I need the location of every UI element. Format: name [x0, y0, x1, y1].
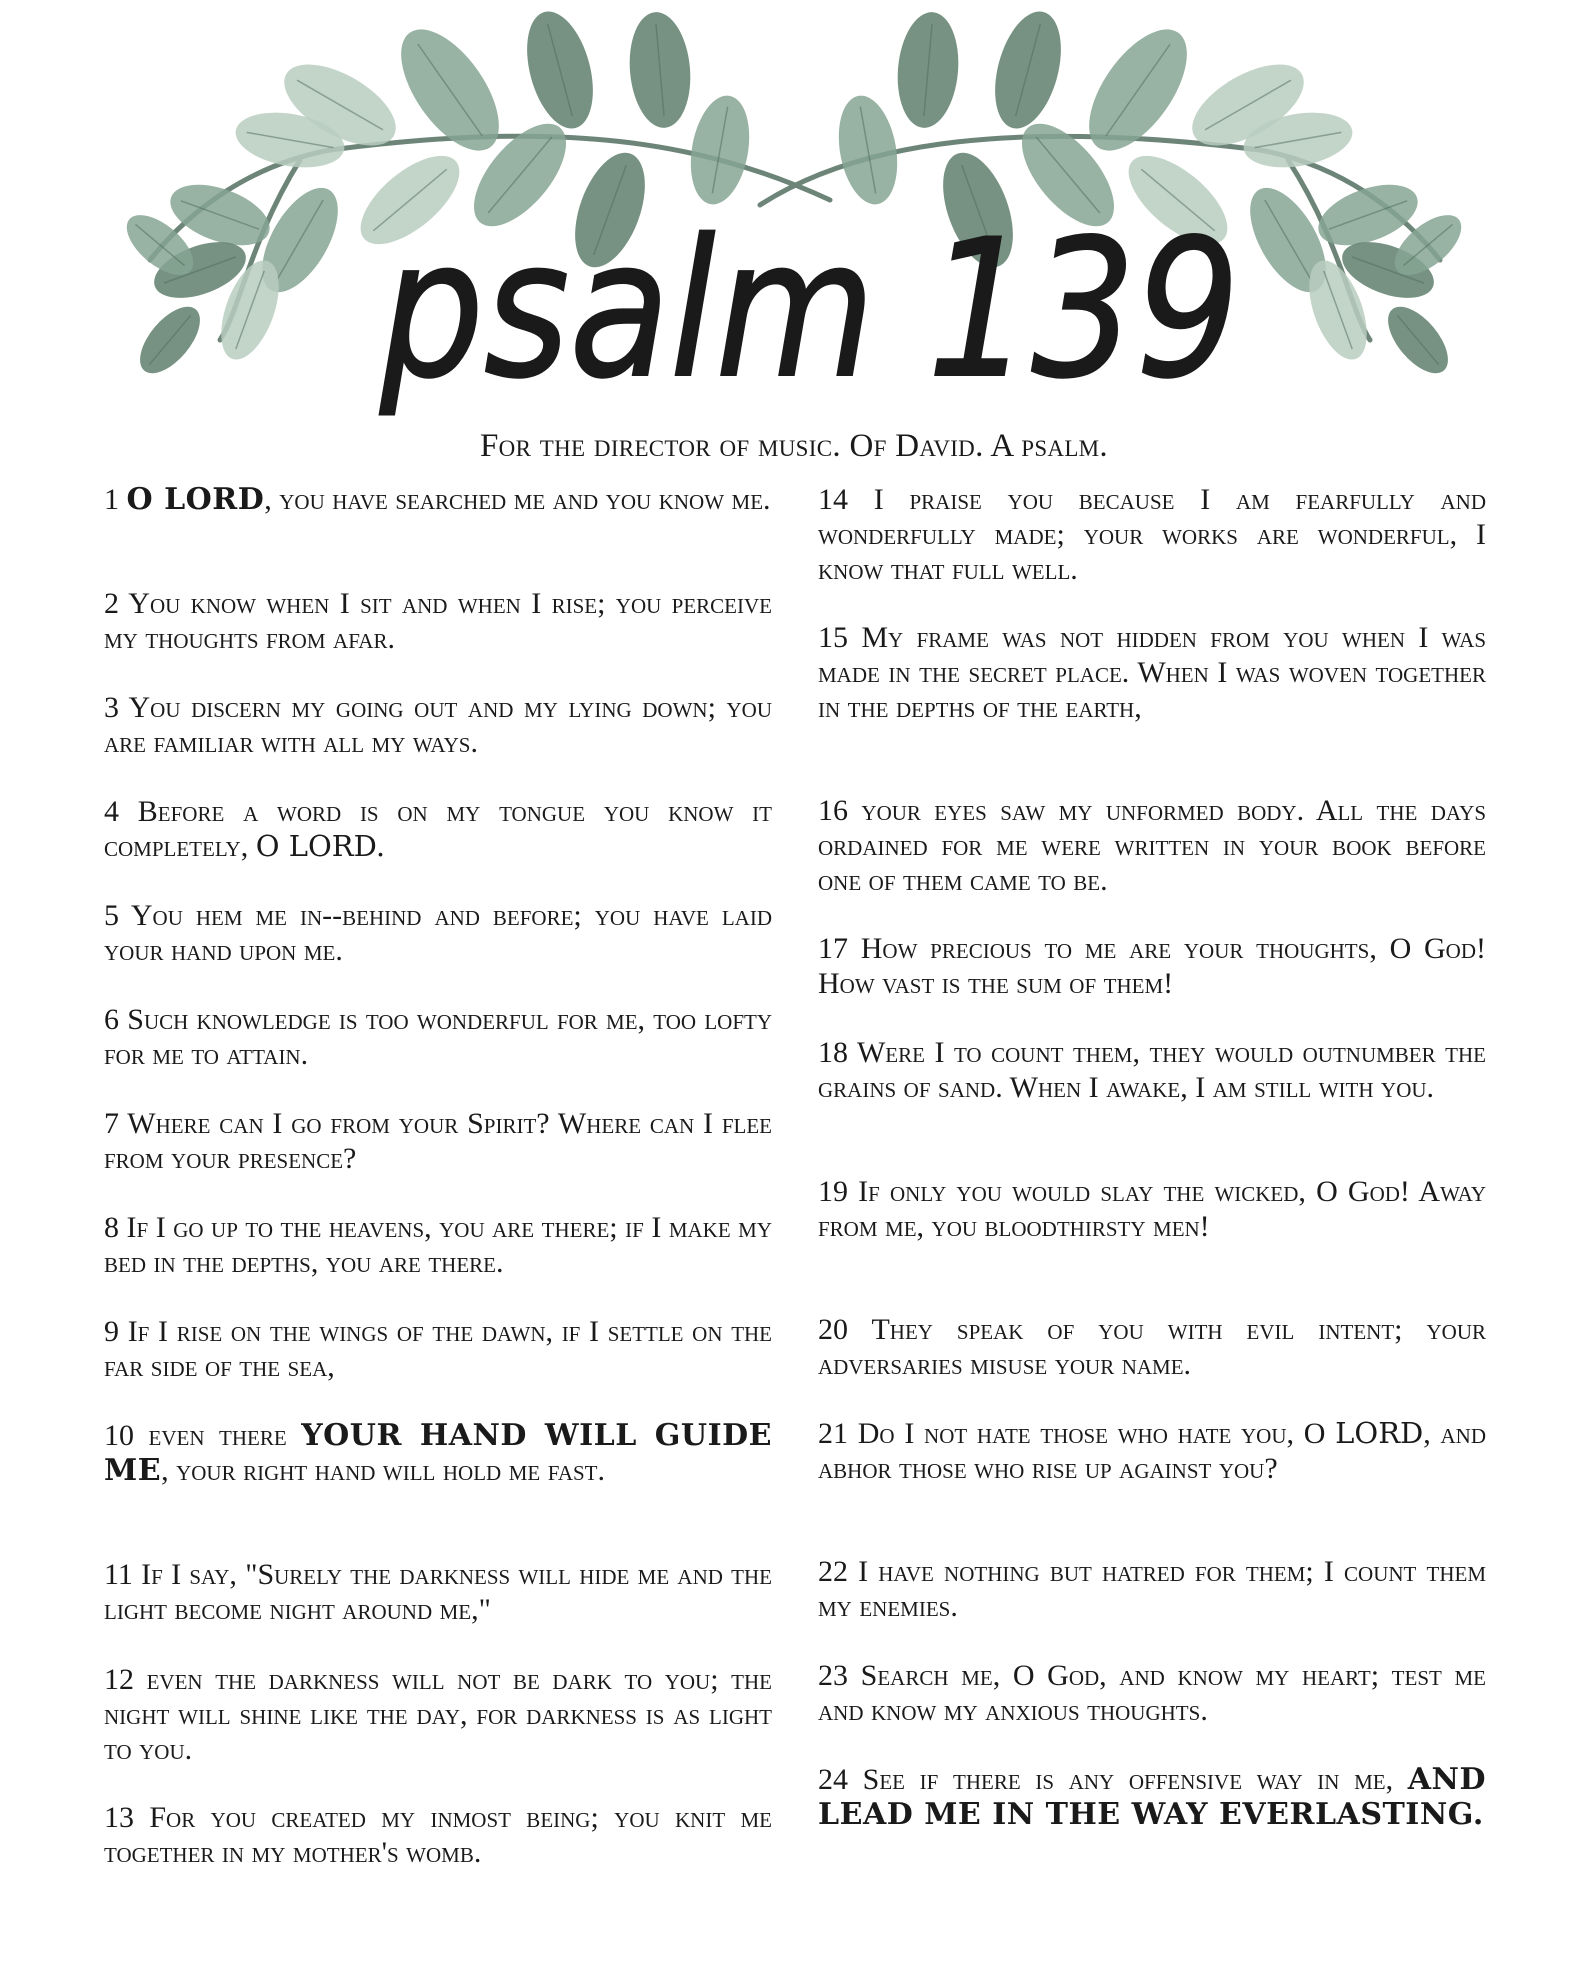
- verse-number: 12: [104, 1663, 147, 1696]
- verse-text: Were I to count them, they would outnumber the grains of sand. When I awake, I am still with you.: [818, 1036, 1486, 1104]
- verse-text: If I rise on the wings of the dawn, if I settle on the far side of the sea,: [104, 1315, 773, 1383]
- verse-text: If I say, "Surely the darkness will hide me and the light become night around me,": [104, 1558, 772, 1626]
- verse-text: Do I not hate those who hate you, O: [857, 1417, 1336, 1450]
- verse-number: 13: [104, 1801, 150, 1834]
- verse-emphasis: O LORD.: [255, 829, 386, 863]
- verse-number: 17: [818, 932, 861, 965]
- verse-8: [104, 1210, 772, 1280]
- verse-text: Before a word is on my tongue you know it completely,: [104, 795, 772, 863]
- verse-13: [104, 1800, 772, 1870]
- verse-24: [818, 1762, 1486, 1832]
- page-title-text: psalm 139: [379, 199, 1241, 420]
- verse-11: [104, 1557, 772, 1627]
- verse-text: , you have searched me and you know me.: [264, 483, 771, 516]
- verse-number: 21: [818, 1417, 858, 1450]
- verse-text: If only you would slay the wicked, O God! Away from me, you bloodthirsty men!: [818, 1175, 1486, 1243]
- verse-number: 6: [104, 1003, 128, 1036]
- verse-5: [104, 898, 772, 968]
- verse-12: [104, 1662, 772, 1767]
- verse-text: I have nothing but hatred for them; I count them my enemies.: [818, 1555, 1486, 1623]
- verse-number: 23: [818, 1659, 861, 1692]
- verse-7: [104, 1106, 772, 1176]
- verse-text: See if there is any offensive way in me,: [862, 1763, 1408, 1796]
- verse-emphasis: YOUR HAND WILL GUIDE ME: [104, 1418, 772, 1488]
- verse-number: 5: [104, 899, 131, 932]
- verse-number: 22: [818, 1555, 859, 1588]
- verse-number: 2: [104, 587, 129, 620]
- verse-2: [104, 586, 772, 656]
- verse-text: How precious to me are your thoughts, O God! How vast is the sum of them!: [818, 932, 1486, 1000]
- verse-number: 11: [104, 1558, 142, 1591]
- verse-text: You know when I sit and when I rise; you perceive my thoughts from afar.: [104, 587, 772, 655]
- verse-3: [104, 690, 772, 760]
- verse-number: 18: [818, 1036, 857, 1069]
- verse-18: [818, 1035, 1486, 1105]
- page-title: [360, 170, 1260, 470]
- verse-1: [104, 482, 772, 517]
- verse-15: [818, 620, 1486, 725]
- verse-number: 4: [104, 795, 138, 828]
- verse-6: [104, 1002, 772, 1072]
- verse-text: , and abhor those who rise up against you?: [818, 1417, 1487, 1485]
- verse-number: 16: [818, 794, 862, 827]
- verse-20: [818, 1312, 1486, 1382]
- verse-number: 10: [104, 1419, 149, 1452]
- verse-number: 20: [818, 1313, 872, 1346]
- verse-16: [818, 793, 1486, 898]
- verse-number: 3: [104, 691, 129, 724]
- verse-emphasis: LORD: [1335, 1416, 1424, 1450]
- verse-text: They speak of you with evil intent; your adversaries misuse your name.: [818, 1313, 1486, 1381]
- verse-23: [818, 1658, 1486, 1728]
- verse-number: 24: [818, 1763, 863, 1796]
- verse-number: 9: [104, 1315, 128, 1348]
- verse-text: , your right hand will hold me fast.: [161, 1454, 605, 1487]
- verse-text: I praise you because I am fearfully and wonderfully made; your works are wonderful, I know that full well.: [818, 483, 1487, 586]
- verse-text: Where can I go from your Spirit? Where can I flee from your presence?: [104, 1107, 772, 1175]
- verse-9: [104, 1314, 772, 1384]
- verse-number: 1: [104, 483, 127, 516]
- verse-4: [104, 794, 772, 864]
- verse-19: [818, 1174, 1486, 1244]
- verse-text: If I go up to the heavens, you are there; if I make my bed in the depths, you are there.: [104, 1211, 772, 1279]
- verse-number: 14: [818, 483, 874, 516]
- verse-text: even there: [148, 1419, 302, 1452]
- verse-text: You discern my going out and my lying down; you are familiar with all my ways.: [104, 691, 772, 759]
- verse-text: your eyes saw my unformed body. All the days ordained for me were written in your book before one of them came to be.: [818, 794, 1486, 897]
- verse-text: You hem me in--behind and before; you have laid your hand upon me.: [104, 899, 772, 967]
- verse-emphasis: AND LEAD ME IN THE WAY EVERLASTING.: [818, 1762, 1486, 1832]
- verse-21: [818, 1416, 1486, 1486]
- verse-text: For you created my inmost being; you knit me together in my mother's womb.: [104, 1801, 773, 1869]
- verse-text: even the darkness will not be dark to you; the night will shine like the day, for darkness is as light to you.: [104, 1663, 772, 1766]
- verse-number: 15: [818, 621, 862, 654]
- verse-number: 8: [104, 1211, 127, 1244]
- verse-14: [818, 482, 1486, 587]
- verse-text: Search me, O God, and know my heart; test me and know my anxious thoughts.: [818, 1659, 1487, 1727]
- verse-number: 19: [818, 1175, 859, 1208]
- verse-emphasis: O LORD: [126, 482, 265, 517]
- verse-17: [818, 931, 1486, 1001]
- verse-text: Such knowledge is too wonderful for me, too lofty for me to attain.: [104, 1003, 773, 1071]
- verse-22: [818, 1554, 1486, 1624]
- verse-10: [104, 1418, 772, 1488]
- verse-text: My frame was not hidden from you when I was made in the secret place. When I was woven together in the depths of the earth,: [818, 621, 1487, 724]
- verse-number: 7: [104, 1107, 128, 1140]
- page-subtitle: For the director of music. Of David. A psalm.: [480, 428, 1108, 464]
